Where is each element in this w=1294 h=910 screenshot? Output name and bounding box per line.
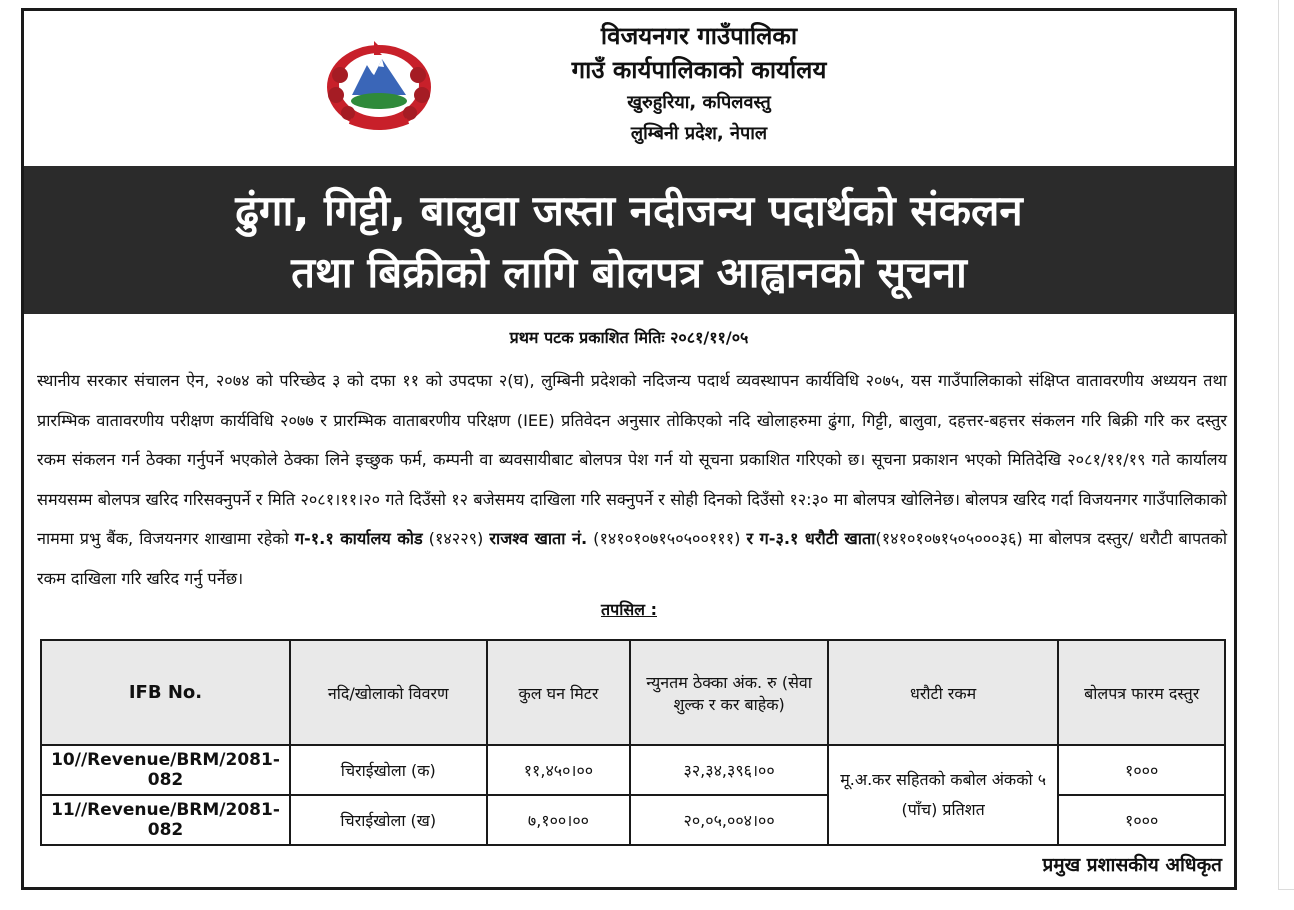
- office-code-number: (१४२२९): [428, 529, 484, 549]
- province-country: लुम्बिनी प्रदेश, नेपाल: [630, 123, 768, 144]
- notice-body: [37, 361, 1227, 599]
- deposit-account-label: र ग-३.१ धरौटी खाता: [746, 529, 876, 549]
- table-row: [41, 745, 1225, 795]
- notice-title-line-1: ढुंगा, गिट्टी, बालुवा जस्ता नदीजन्य पदार्थको संकलन: [235, 186, 1023, 235]
- body-text-part: स्थानीय सरकार संचालन ऐन, २०७४ को परिच्छेद ३ को दफा ११ को उपदफा २(घ), लुम्बिनी प्रदेशको नदिजन्य पदार्थ व्यवस्थापन कार्यविधि २०७५, यस गाउँपालिकाको संक्षिप्त वातावरणीय अध्ययन तथा प्रारम्भिक वातावरणीय परीक्षण कार्यविधि २०७७ र प्रारम्भिक वाताबरणीय परिक्षण (IEE) प्रतिवेदन अनुसार तोकिएको नदि खोलाहरुमा ढुंगा, गिट्टी, बालुवा, दहत्तर-बहत्तर संकलन गरि बिक्री गरि कर दस्तुर रकम संकलन गर्न ठेक्का गर्नुपर्ने भएकोले ठेक्का लिने इच्छुक फर्म, कम्पनी वा ब्यवसायीबाट बोलपत्र पेश गर्न यो सूचना प्रकाशित गरिएको छ। सूचना प्रकाशन भएको मितिदेखि २०८१/११/१९ गते कार्यालय समयसम्म बोलपत्र खरिद गरिसक्नुपर्ने र मिति २०८१।११।२० गते दिउँसो १२ बजेसमय दाखिला गरि सक्नुपर्ने र सोही दिनको दिउँसो १२:३० मा बोलपत्र खोलिनेछ। बोलपत्र खरिद गर्दा विजयनगर गाउँपालिकाको नाममा प्रभु बैंक, विजयनगर शाखामा रहेको: [37, 371, 1227, 549]
- header-deposit-amount: धरौटी रकम: [828, 640, 1058, 745]
- office-location: खुरुहुरिया, कपिलवस्तु: [627, 92, 771, 113]
- form-fee-value: १०००: [1058, 795, 1225, 845]
- deposit-account-text: (१४१०१०७१५०५०००३६) मा बोलपत्र दस्तुर/ धरौटी बापतको रकम दाखिला गरि खरिद गर्नु पर्नेछ।: [37, 529, 1228, 588]
- office-code: ग-१.१ कार्यालय कोड: [294, 529, 423, 549]
- tender-table: [40, 639, 1226, 846]
- signatory-title: प्रमुख प्रशासकीय अधिकृत: [1042, 854, 1222, 876]
- cubic-meter-value: ७,१००।००: [487, 795, 631, 845]
- scrollbar-edge: [1278, 889, 1294, 890]
- river-name: चिराईखोला (ख): [290, 795, 487, 845]
- revenue-account-label: राजश्व खाता नं.: [489, 529, 588, 549]
- header-total-cubic-meter: कुल घन मिटर: [487, 640, 631, 745]
- header-form-fee: बोलपत्र फारम दस्तुर: [1058, 640, 1225, 745]
- schedule-heading: तपसिल :: [601, 600, 657, 619]
- minimum-amount-value: ३२,३४,३९६।००: [630, 745, 828, 795]
- notice-title-banner: [24, 166, 1234, 314]
- header-minimum-amount: न्युनतम ठेक्का अंक. रु (सेवा शुल्क र कर बाहेक): [630, 640, 828, 745]
- form-fee-value: १०००: [1058, 745, 1225, 795]
- header-ifb-no: IFB No.: [41, 640, 290, 745]
- ifb-number: 10//Revenue/BRM/2081-082: [41, 745, 290, 795]
- river-name: चिराईखोला (क): [290, 745, 487, 795]
- notice-frame: [21, 8, 1237, 890]
- publication-date: प्रथम पटक प्रकाशित मितिः २०८१/११/०५: [509, 328, 749, 347]
- minimum-amount-value: २०,०५,००४।००: [630, 795, 828, 845]
- revenue-account-number: (१४१०१०७१५०५००१११): [593, 529, 741, 549]
- scrollbar-track[interactable]: [1278, 0, 1279, 890]
- cubic-meter-value: ११,४५०।००: [487, 745, 631, 795]
- notice-title-line-2: तथा बिक्रीको लागि बोलपत्र आह्वानको सूचना: [291, 248, 967, 297]
- office-name: गाउँ कार्यपालिकाको कार्यालय: [571, 56, 827, 84]
- municipality-name: विजयनगर गाउँपालिका: [600, 22, 798, 50]
- header-river-description: नदि/खोलाको विवरण: [290, 640, 487, 745]
- deposit-amount-value: मू.अ.कर सहितको कबोल अंकको ५ (पाँच) प्रतिशत: [828, 745, 1058, 845]
- notice-header: [24, 11, 1234, 166]
- table-header-row: [41, 640, 1225, 745]
- ifb-number: 11//Revenue/BRM/2081-082: [41, 795, 290, 845]
